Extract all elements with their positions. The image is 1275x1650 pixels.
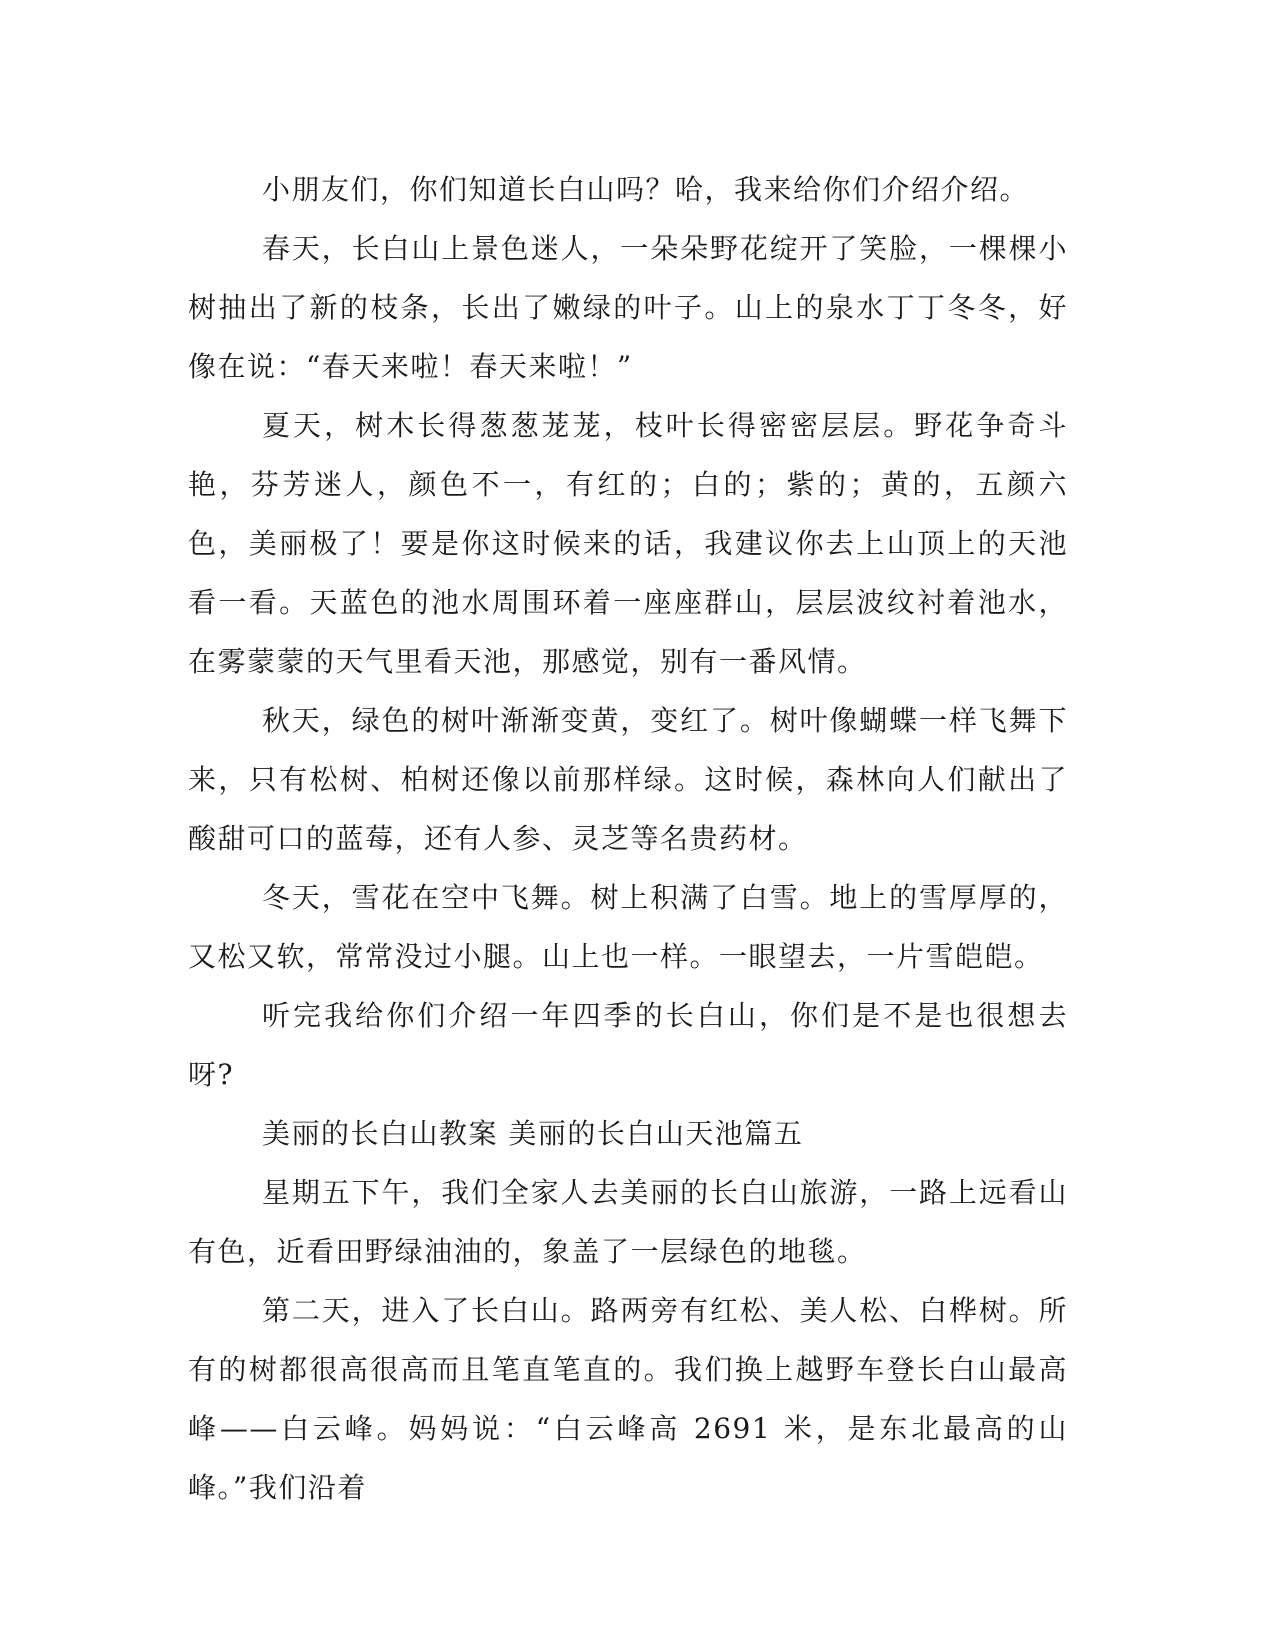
- section-heading: 美丽的长白山教案 美丽的长白山天池篇五: [262, 1117, 804, 1150]
- paragraph-spring: 春天，长白山上景色迷人，一朵朵野花绽开了笑脸，一棵棵小树抽出了新的枝条，长出了嫩绿的叶子。山上的泉水丁丁冬冬，好像在说：“春天来啦！春天来啦！”: [188, 232, 1068, 383]
- paragraph-closing: 听完我给你们介绍一年四季的长白山，你们是不是也很想去呀?: [188, 999, 1068, 1091]
- paragraph-summer: 夏天，树木长得葱葱茏茏，枝叶长得密密层层。野花争奇斗艳，芬芳迷人，颜色不一，有红的；白的；紫的；黄的，五颜六色，美丽极了！要是你这时候来的话，我建议你去上山顶上的天池看一看。天蓝色的池水周围环着一座座群山，层层波纹衬着池水，在雾蒙蒙的天气里看天池，那感觉，别有一番风情。: [188, 409, 1068, 678]
- paragraph-winter: 冬天，雪花在空中飞舞。树上积满了白雪。地上的雪厚厚的，又松又软，常常没过小腿。山上也一样。一眼望去，一片雪皑皑。: [188, 881, 1068, 973]
- paragraph-second-day: 第二天，进入了长白山。路两旁有红松、美人松、白桦树。所有的树都很高很高而且笔直笔直的。我们换上越野车登长白山最高峰——白云峰。妈妈说：“白云峰高 2691 米，是东北最高的山峰。”我们沿着: [188, 1294, 1068, 1504]
- document-body: [188, 160, 1068, 1517]
- paragraph-autumn: 秋天，绿色的树叶渐渐变黄，变红了。树叶像蝴蝶一样飞舞下来，只有松树、柏树还像以前那样绿。这时候，森林向人们献出了酸甜可口的蓝莓，还有人参、灵芝等名贵药材。: [188, 704, 1068, 855]
- paragraph-intro: 小朋友们，你们知道长白山吗？哈，我来给你们介绍介绍。: [262, 173, 1030, 206]
- paragraph-trip-start: 星期五下午，我们全家人去美丽的长白山旅游，一路上远看山有色，近看田野绿油油的，象盖了一层绿色的地毯。: [188, 1176, 1068, 1268]
